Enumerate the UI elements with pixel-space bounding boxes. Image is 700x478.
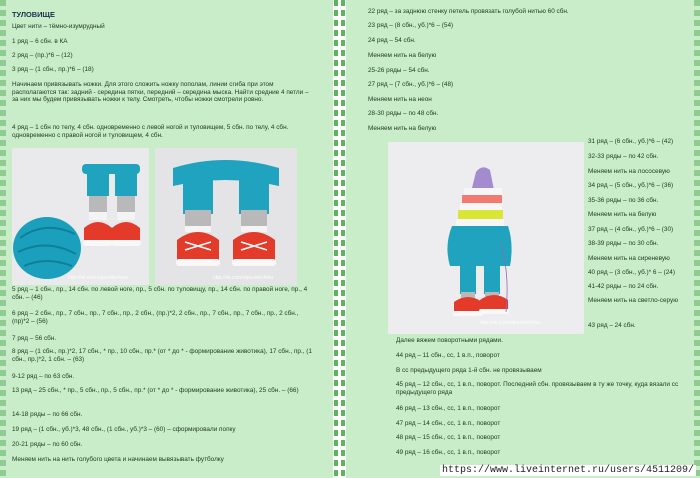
left-page-edge <box>0 0 6 478</box>
instruction-line: 32-33 ряды – по 42 сбн. <box>588 153 659 160</box>
instruction-line: 27 ряд – (7 сбн., уб.)*6 – (48) <box>368 81 454 88</box>
instruction-line: Меняем нить на лососевую <box>588 168 670 175</box>
instruction-paragraph: 5 ряд – 1 сбн., пр., 14 сбн. по левой ноге, пр., 5 сбн. по туловищу, пр., 14 сбн. по правой ноге, пр., 4 сбн. – (46) <box>12 286 308 301</box>
instruction-line: 49 ряд – 16 сбн., сс, 1 в.п., поворот <box>396 449 501 456</box>
photo-watermark: http://vk.com/olya.lelechina <box>480 320 541 326</box>
instruction-line: 48 ряд – 15 сбн., сс, 1 в.п., поворот <box>396 434 501 441</box>
instruction-paragraph: Меняем нить на светло-серую <box>588 297 679 304</box>
instruction-line: 19 ряд – (1 сбн., уб.)*3, 48 сбн., (1 сбн., уб.)*3 – (60) – сформировали попку <box>12 426 236 433</box>
photo-feet-joined <box>155 148 297 285</box>
instruction-paragraph: 45 ряд – 12 сбн., сс, 1 в.п., поворот. Последний сбн. провязываем в ту же точку, куда вязали сс предыдущего ряда <box>396 381 679 396</box>
instruction-paragraph: 8 ряд – (1 сбн., пр.)*2, 17 сбн., * пр., 10 сбн., пр.* (от * до * - формирование животика), 17 сбн., пр., (1 сбн., пр.)*2, 1 сбн. – (63) <box>12 348 312 363</box>
instruction-line: Меняем нить на нить голубого цвета и начинаем вывязывать футболку <box>12 456 224 463</box>
photo-doll-body <box>388 142 584 334</box>
instruction-line: В сс предыдущего ряда 1-й сбн. не провязываем <box>396 367 542 374</box>
photo-watermark: http://vk.com/olya.lelechina <box>213 275 274 281</box>
instruction-line: 40 ряд – (3 сбн., уб.)* 6 – (24) <box>588 269 675 276</box>
right-page <box>346 0 700 478</box>
photo-feet-yarn-drawing <box>12 148 149 285</box>
instruction-line: 35-36 ряды – по 36 сбн. <box>588 197 659 204</box>
instruction-line: Меняем нить на белую <box>368 125 437 132</box>
instruction-line: Цвет нити – тёмно-изумрудный <box>12 23 105 30</box>
instruction-line: Меняем нить на неон <box>368 96 432 103</box>
instruction-paragraph: 4 ряд – 1 сбн по телу, 4 сбн. одновременно с левой ногой и туловищем, 5 сбн. по телу, 4 сбн. одновременно с правой ногой и туловищем, 4 сбн. <box>12 124 289 139</box>
instruction-line: 9-12 ряд – по 63 сбн. <box>12 373 75 380</box>
photo-feet-joined-drawing <box>155 148 297 285</box>
source-url: https://www.liveinternet.ru/users/4511209/ <box>441 465 694 476</box>
instruction-paragraph: 6 ряд – 2 сбн., пр., 7 сбн., пр., 7 сбн., пр., 2 сбн., (пр.)*2, 2 сбн., пр., 7 сбн., пр., 7 сбн., пр., 2 сбн., (пр)*2 – (56) <box>12 310 299 325</box>
instruction-line: 3 ряд – (1 сбн., пр.)*6 – (18) <box>12 66 94 73</box>
instruction-line: 46 ряд – 13 сбн., сс, 1 в.п., поворот <box>396 405 501 412</box>
instruction-line: 31 ряд – (6 сбн., уб.)*6 – (42) <box>588 138 674 145</box>
instruction-line: 38-39 ряды – по 30 сбн. <box>588 240 659 247</box>
instruction-line: 37 ряд – (4 сбн., уб.)*6 – (30) <box>588 226 674 233</box>
section-title: ТУЛОВИЩЕ <box>12 10 55 19</box>
left-page <box>0 0 333 478</box>
instruction-paragraph: Начинаем привязывать ножки. Для этого сложить ножку пополам, линии сгиба при этом располагаются так: задний - середина пятки, передний – середина мыска. Найти средние 4 петли – за них мы будем привязывать ножки к телу. Смотреть, чтобы ножки смотрели ровно. <box>12 81 309 104</box>
instruction-line: 20-21 ряды – по 60 сбн. <box>12 441 83 448</box>
photo-doll-body-drawing <box>388 142 584 334</box>
instruction-line: 43 ряд – 24 сбн. <box>588 322 636 329</box>
instruction-line: 22 ряд – за заднюю стенку петель провязать голубой нитью 60 сбн. <box>368 8 569 15</box>
instruction-line: 44 ряд – 11 сбн., сс, 1 в.п., поворот <box>396 352 500 359</box>
instruction-line: Меняем нить на белую <box>588 211 657 218</box>
right-page-edge <box>694 0 700 478</box>
instruction-line: 24 ряд – 54 сбн. <box>368 37 416 44</box>
instruction-line: Меняем нить на белую <box>368 52 437 59</box>
book-spine <box>333 0 346 478</box>
instruction-line: 1 ряд – 6 сбн. в КА <box>12 38 68 45</box>
instruction-paragraph: 13 ряд – 25 сбн., * пр., 5 сбн., пр., 5 сбн., пр.* (от * до * - формирование животика), 25 сбн. – (66) <box>12 387 299 394</box>
instruction-line: 14-18 ряды – по 66 сбн. <box>12 411 83 418</box>
instruction-line: 7 ряд – 56 сбн. <box>12 335 57 342</box>
photo-feet-yarn <box>12 148 149 285</box>
instruction-line: 25-26 ряды – 54 сбн. <box>368 67 430 74</box>
instruction-line: Меняем нить на сиреневую <box>588 255 670 262</box>
instruction-line: 47 ряд – 14 сбн., сс, 1 в.п., поворот <box>396 420 501 427</box>
instruction-line: 41-42 ряды – по 24 сбн. <box>588 283 659 290</box>
instruction-line: 28-30 ряды – по 48 сбн. <box>368 110 439 117</box>
instruction-line: 2 ряд – (пр.)*6 – (12) <box>12 52 73 59</box>
instruction-line: 34 ряд – (5 сбн., уб.)*6 – (36) <box>588 182 674 189</box>
instruction-line: Далее вяжем поворотными рядами. <box>396 337 503 344</box>
photo-watermark: http://vk.com/olya.lelechina <box>68 275 129 281</box>
instruction-line: 23 ряд – (8 сбн., уб.)*6 – (54) <box>368 22 454 29</box>
